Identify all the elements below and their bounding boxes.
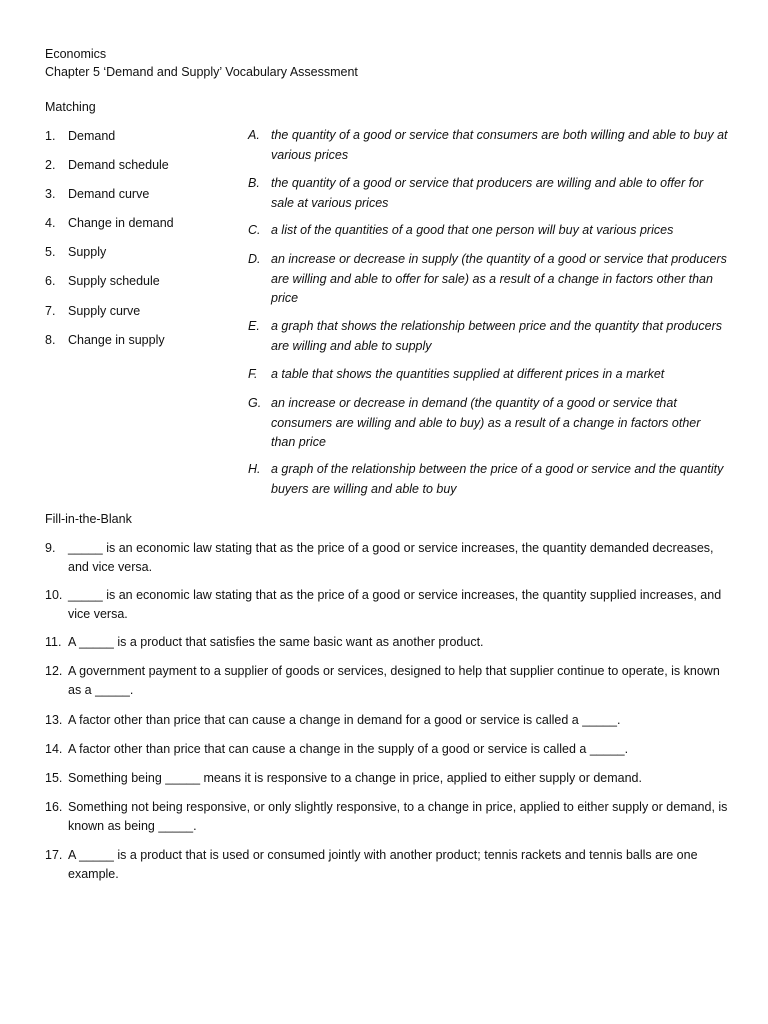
question-text: A factor other than price that can cause a change in demand for a good or service is called a _____. [68, 713, 621, 727]
definition-text: a list of the quantities of a good that one person will buy at various prices [271, 223, 674, 237]
definition-letter: C. [248, 223, 261, 237]
definition-text: the quantity of a good or service that consumers are both willing and able to buy at various prices [271, 128, 728, 162]
question-item [45, 798, 735, 835]
question-text: Something not being responsive, or only slightly responsive, to a change in price, applied to either supply or demand, is known as being _____. [68, 800, 728, 833]
subject-heading: Economics [45, 47, 107, 61]
question-item [45, 586, 735, 623]
definition-item [248, 174, 728, 213]
question-item [45, 633, 735, 652]
term-label: Demand schedule [68, 158, 169, 172]
question-text: A _____ is a product that is used or consumed jointly with another product; tennis rackets and tennis balls are one example. [68, 848, 698, 881]
term-label: Supply [68, 245, 107, 259]
question-number: 15. [45, 771, 63, 785]
definition-text: an increase or decrease in supply (the quantity of a good or service that producers are willing and able to offer for sale) as a result of a change in factors other than price [271, 252, 727, 305]
question-item [45, 662, 735, 699]
term-item [45, 302, 140, 320]
question-item [45, 539, 735, 576]
question-text: _____ is an economic law stating that as the price of a good or service increases, the quantity supplied increases, and vice versa. [68, 588, 722, 621]
definition-text: an increase or decrease in demand (the quantity of a good or service that consumers are willing and able to buy) as a result of a change in factors other than price [271, 396, 701, 449]
definition-item [248, 317, 728, 356]
term-number: 1. [45, 129, 56, 143]
definition-item [248, 126, 728, 165]
definition-letter: D. [248, 252, 261, 266]
term-item [45, 185, 149, 203]
definition-letter: G. [248, 396, 262, 410]
term-item [45, 331, 165, 349]
term-item [45, 243, 106, 261]
question-item [45, 846, 735, 883]
definition-item [248, 394, 728, 453]
question-text: A factor other than price that can cause a change in the supply of a good or service is called a _____. [68, 742, 629, 756]
term-number: 6. [45, 274, 56, 288]
definition-letter: B. [248, 176, 260, 190]
term-label: Change in supply [68, 333, 165, 347]
definition-letter: F. [248, 367, 258, 381]
question-text: Something being _____ means it is responsive to a change in price, applied to either supply or demand. [68, 771, 642, 785]
term-number: 3. [45, 187, 56, 201]
question-number: 17. [45, 848, 63, 862]
fill-in-heading: Fill-in-the-Blank [45, 512, 132, 526]
definition-text: a graph of the relationship between the price of a good or service and the quantity buyers are willing and able to buy [271, 462, 724, 496]
question-number: 10. [45, 588, 63, 602]
question-number: 16. [45, 800, 63, 814]
definition-text: a graph that shows the relationship between price and the quantity that producers are willing and able to supply [271, 319, 722, 353]
definition-item [248, 365, 728, 385]
question-item [45, 711, 735, 730]
term-number: 8. [45, 333, 56, 347]
term-number: 4. [45, 216, 56, 230]
term-label: Supply curve [68, 304, 141, 318]
question-number: 14. [45, 742, 63, 756]
term-label: Supply schedule [68, 274, 160, 288]
definition-item [248, 460, 728, 499]
question-text: A government payment to a supplier of goods or services, designed to help that supplier continue to operate, is known as a _____. [68, 664, 720, 697]
term-item [45, 127, 115, 145]
term-item [45, 214, 174, 232]
definition-item [248, 221, 728, 241]
definition-letter: H. [248, 462, 261, 476]
term-number: 2. [45, 158, 56, 172]
term-label: Demand curve [68, 187, 150, 201]
definition-letter: A. [248, 128, 260, 142]
term-item [45, 272, 160, 290]
term-label: Demand [68, 129, 116, 143]
question-number: 9. [45, 541, 56, 555]
definition-item [248, 250, 728, 309]
question-text: _____ is an economic law stating that as the price of a good or service increases, the quantity demanded decreases, and vice versa. [68, 541, 714, 574]
question-item [45, 769, 735, 788]
definition-text: a table that shows the quantities supplied at different prices in a market [271, 367, 665, 381]
question-item [45, 740, 735, 759]
term-item [45, 156, 169, 174]
matching-heading: Matching [45, 100, 96, 114]
question-text: A _____ is a product that satisfies the same basic want as another product. [68, 635, 484, 649]
definition-letter: E. [248, 319, 260, 333]
definition-text: the quantity of a good or service that producers are willing and able to offer for sale at various prices [271, 176, 704, 210]
term-number: 5. [45, 245, 56, 259]
term-label: Change in demand [68, 216, 174, 230]
term-number: 7. [45, 304, 56, 318]
question-number: 13. [45, 713, 63, 727]
page-title: Chapter 5 ‘Demand and Supply’ Vocabulary Assessment [45, 65, 358, 79]
question-number: 11. [45, 635, 62, 649]
question-number: 12. [45, 664, 63, 678]
